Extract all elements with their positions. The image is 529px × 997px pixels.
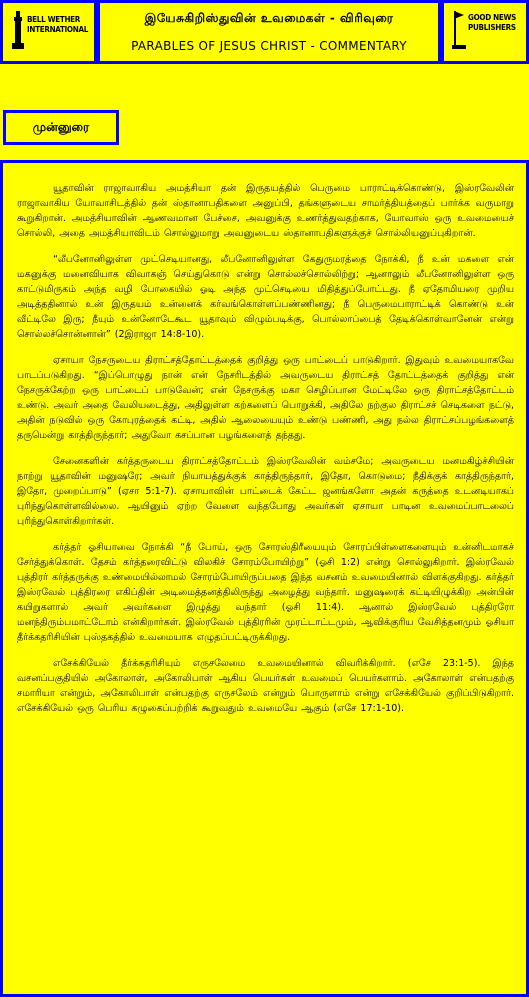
- tamil-title: இயேசுகிறிஸ்துவின் உவமைகள் - விரிவுரை: [144, 11, 394, 25]
- paragraph-4: சேனைகளின் கர்த்தருடைய திராட்சத்தோட்டம் இஸ்ரவேலின் வம்சமே; அவருடைய மனமகிழ்ச்சியின் நாற்று யூதாவின் மனுஷரே; அவர் நியாயத்துக்குக் காத்திருந்தார், இதோ, கொடுமை; நீதிக்குக் காத்திருந்தார், இதோ, முறைப்பாடு” (ஏசா 5:1-7). ஏசாயாவின் பாட்டைக் கேட்ட ஜனங்களோ அதன் கருத்தை உடனடியாகப் புரிந்துகொள்ளவில்லை. ஆயினும் ஏற்ற வேளை வந்தபோது அவர்கள் ஏசாயா பாடின உவமைப்பாடலைப் புரிந்துகொள்கிறார்கள்.: [17, 456, 514, 527]
- page-header: [0, 0, 529, 68]
- tower-icon: [11, 11, 25, 51]
- right-logo-line-1: GOOD NEWS: [468, 13, 516, 22]
- bellwether-logo: [11, 11, 88, 51]
- left-logo-box: [0, 0, 97, 64]
- good-news-logo: [452, 11, 516, 51]
- right-logo-box: [441, 0, 529, 64]
- section-title: முன்னுரை: [3, 110, 119, 145]
- title-box: [97, 0, 441, 64]
- right-logo-line-2: PUBLISHERS: [468, 23, 516, 32]
- english-title: PARABLES OF JESUS CHRIST - COMMENTARY: [131, 39, 407, 53]
- paragraph-3: ஏசாயா நேசருடைய திராட்சத்தோட்டத்தைக் குறித்து ஒரு பாட்டைப் பாடுகிறார். இதுவும் உவமையாகவே பாடப்படுகிறது. “இப்பொழுது நான் என் நேசரிடத்தில் அவருடைய திராட்சத் தோட்டத்தைக் குறித்து என் நேசருக்கேற்ற ஒரு பாட்டைப் பாடுவேன்; என் நேசருக்கு மகா செழிப்பான மேட்டிலே ஒரு திராட்சத்தோட்டம் உண்டு. அவர் அதை வேலியடைத்து, அதிலுள்ள கற்களைப் பொறுக்கி, அதிலே நற்குல திராட்சச் செடிகளை நட்டு, அதின் நடுவில் ஒரு கோபுரத்தைக் கட்டி, அதில் ஆலையையும் உண்டு பண்ணி, அது நல்ல திராட்சப்பழங்களைத் தருமென்று காத்திருந்தார்; அதுவோ கசப்பான பழங்களைத் தந்தது.: [17, 355, 514, 441]
- paragraph-5: கர்த்தர் ஓசியாவை நோக்கி “நீ போய், ஒரு சோரஸ்திரீயையும் சோரப்பிள்ளைகளையும் உன்னிடமாகச் சேர்த்துக்கொள். தேசம் கர்த்தரைவிட்டு விலகிச் சோரம்போயிற்று” (ஓசி 1:2) என்று சொல்லுகிறார். இஸ்ரவேல் புத்திரர் கர்த்தருக்கு உண்மையில்லாமல் சோரம்போயிருப்பதை இந்த வசனம் உவமையினால் விளக்குகிறது. கர்த்தர் இஸ்ரவேல் புத்திரரை எகிப்தின் அடிமைத்தனத்திலிருந்து அழைத்து வந்தார். மனுஷரைக் கட்டியிழுக்கிற அன்பின் கயிறுகளால் அவர் அவர்களை இழுத்து வந்தார் (ஓசி 11:4). ஆனால் இஸ்ரவேல் புத்திரரோ மனந்திரும்பமாட்டோம் என்கிறார்கள். இஸ்ரவேல் புத்திரரின் முரட்டாட்டமும், ஆவிக்குரிய வேசித்தனமும் ஓசியா தீர்க்கதரிசியின் புஸ்தகத்தில் உவமையாக எழுதப்பட்டிருக்கிறது.: [17, 542, 514, 643]
- paragraph-6: எசேக்கியேல் தீர்க்கதரிசியும் எருசலேமை உவமையினால் விவரிக்கிறார். (எசே 23:1-5). இந்த வசனப்பகுதியில் அகோலாள், அகோலிபாள் ஆகிய பெயர்கள் உவமைப் பெயர்களாம். அகோலாள் என்பதற்கு சமாரியா என்றும், அகோலிபாள் என்பதற்கு எருசலேம் என்றும் பொருளாம் என்று எசேக்கியேல் குறிப்பிடுகிறார். எசேக்கியேல் ஒரு பெரிய கழுகைப்பற்றிக் கூறுவதும் உவமையே ஆகும் (எசே 17:1-10).: [17, 658, 514, 714]
- content-box: [0, 160, 529, 997]
- paragraph-1: யூதாவின் ராஜாவாகிய அமத்சியா தன் இருதயத்தில் பெருமை பாராட்டிக்கொண்டு, இஸ்ரவேலின் ராஜாவாகிய யோவாசிடத்தில் தன் ஸ்தானாபதிகளை அனுப்பி, தங்களுடைய சாமர்த்தியத்தைப் பார்க்க வருமாறு கூறுகிறான். அமத்சியாவின் ஆணவமான பேச்சை, அவனுக்கு உணர்த்துவதற்காக, யோவாஸ் ஒரு உவமையைச் சொல்லி, அதை அமத்சியாவிடம் சொல்லுமாறு அவனுடைய ஸ்தானாபதிகளுக்குச் சொல்லியனுப்புகிறான்.: [17, 183, 514, 239]
- left-logo-line-1: BELL WETHER: [27, 15, 81, 24]
- left-logo-line-2: INTERNATIONAL: [27, 25, 89, 34]
- paragraph-2: “லீபனோனிலுள்ள முட்செடியானது, லீபனோனிலுள்ள கேதுருமரத்தை நோக்கி, நீ உன் மகளை என் மகனுக்கு மனைவியாக விவாகஞ் செய்துகொடு என்று சொல்லச்சொல்லிற்று; ஆனாலும் லீபனோனிலுள்ள ஒரு காட்டுமிருகம் அந்த வழி போகையில் ஓடி அந்த முட்செடியை மிதித்துப்போட்டது. நீ ஏதோமியரை முறிய அடித்ததினால் உன் இருதயம் உன்னைக் கர்வங்கொள்ளப்பண்ணினது; நீ பெருமைபாராட்டிக் கொண்டு உன் வீட்டிலே இரு; நீயும் உன்னோடேகூட யூதாவும் விழும்படிக்கு, பொல்லாப்பைத் தேடிக்கொள்வானேன் என்று சொல்லச்சொன்னான்” (2இராஜா 14:8-10).: [17, 254, 514, 340]
- flag-icon: [452, 11, 466, 51]
